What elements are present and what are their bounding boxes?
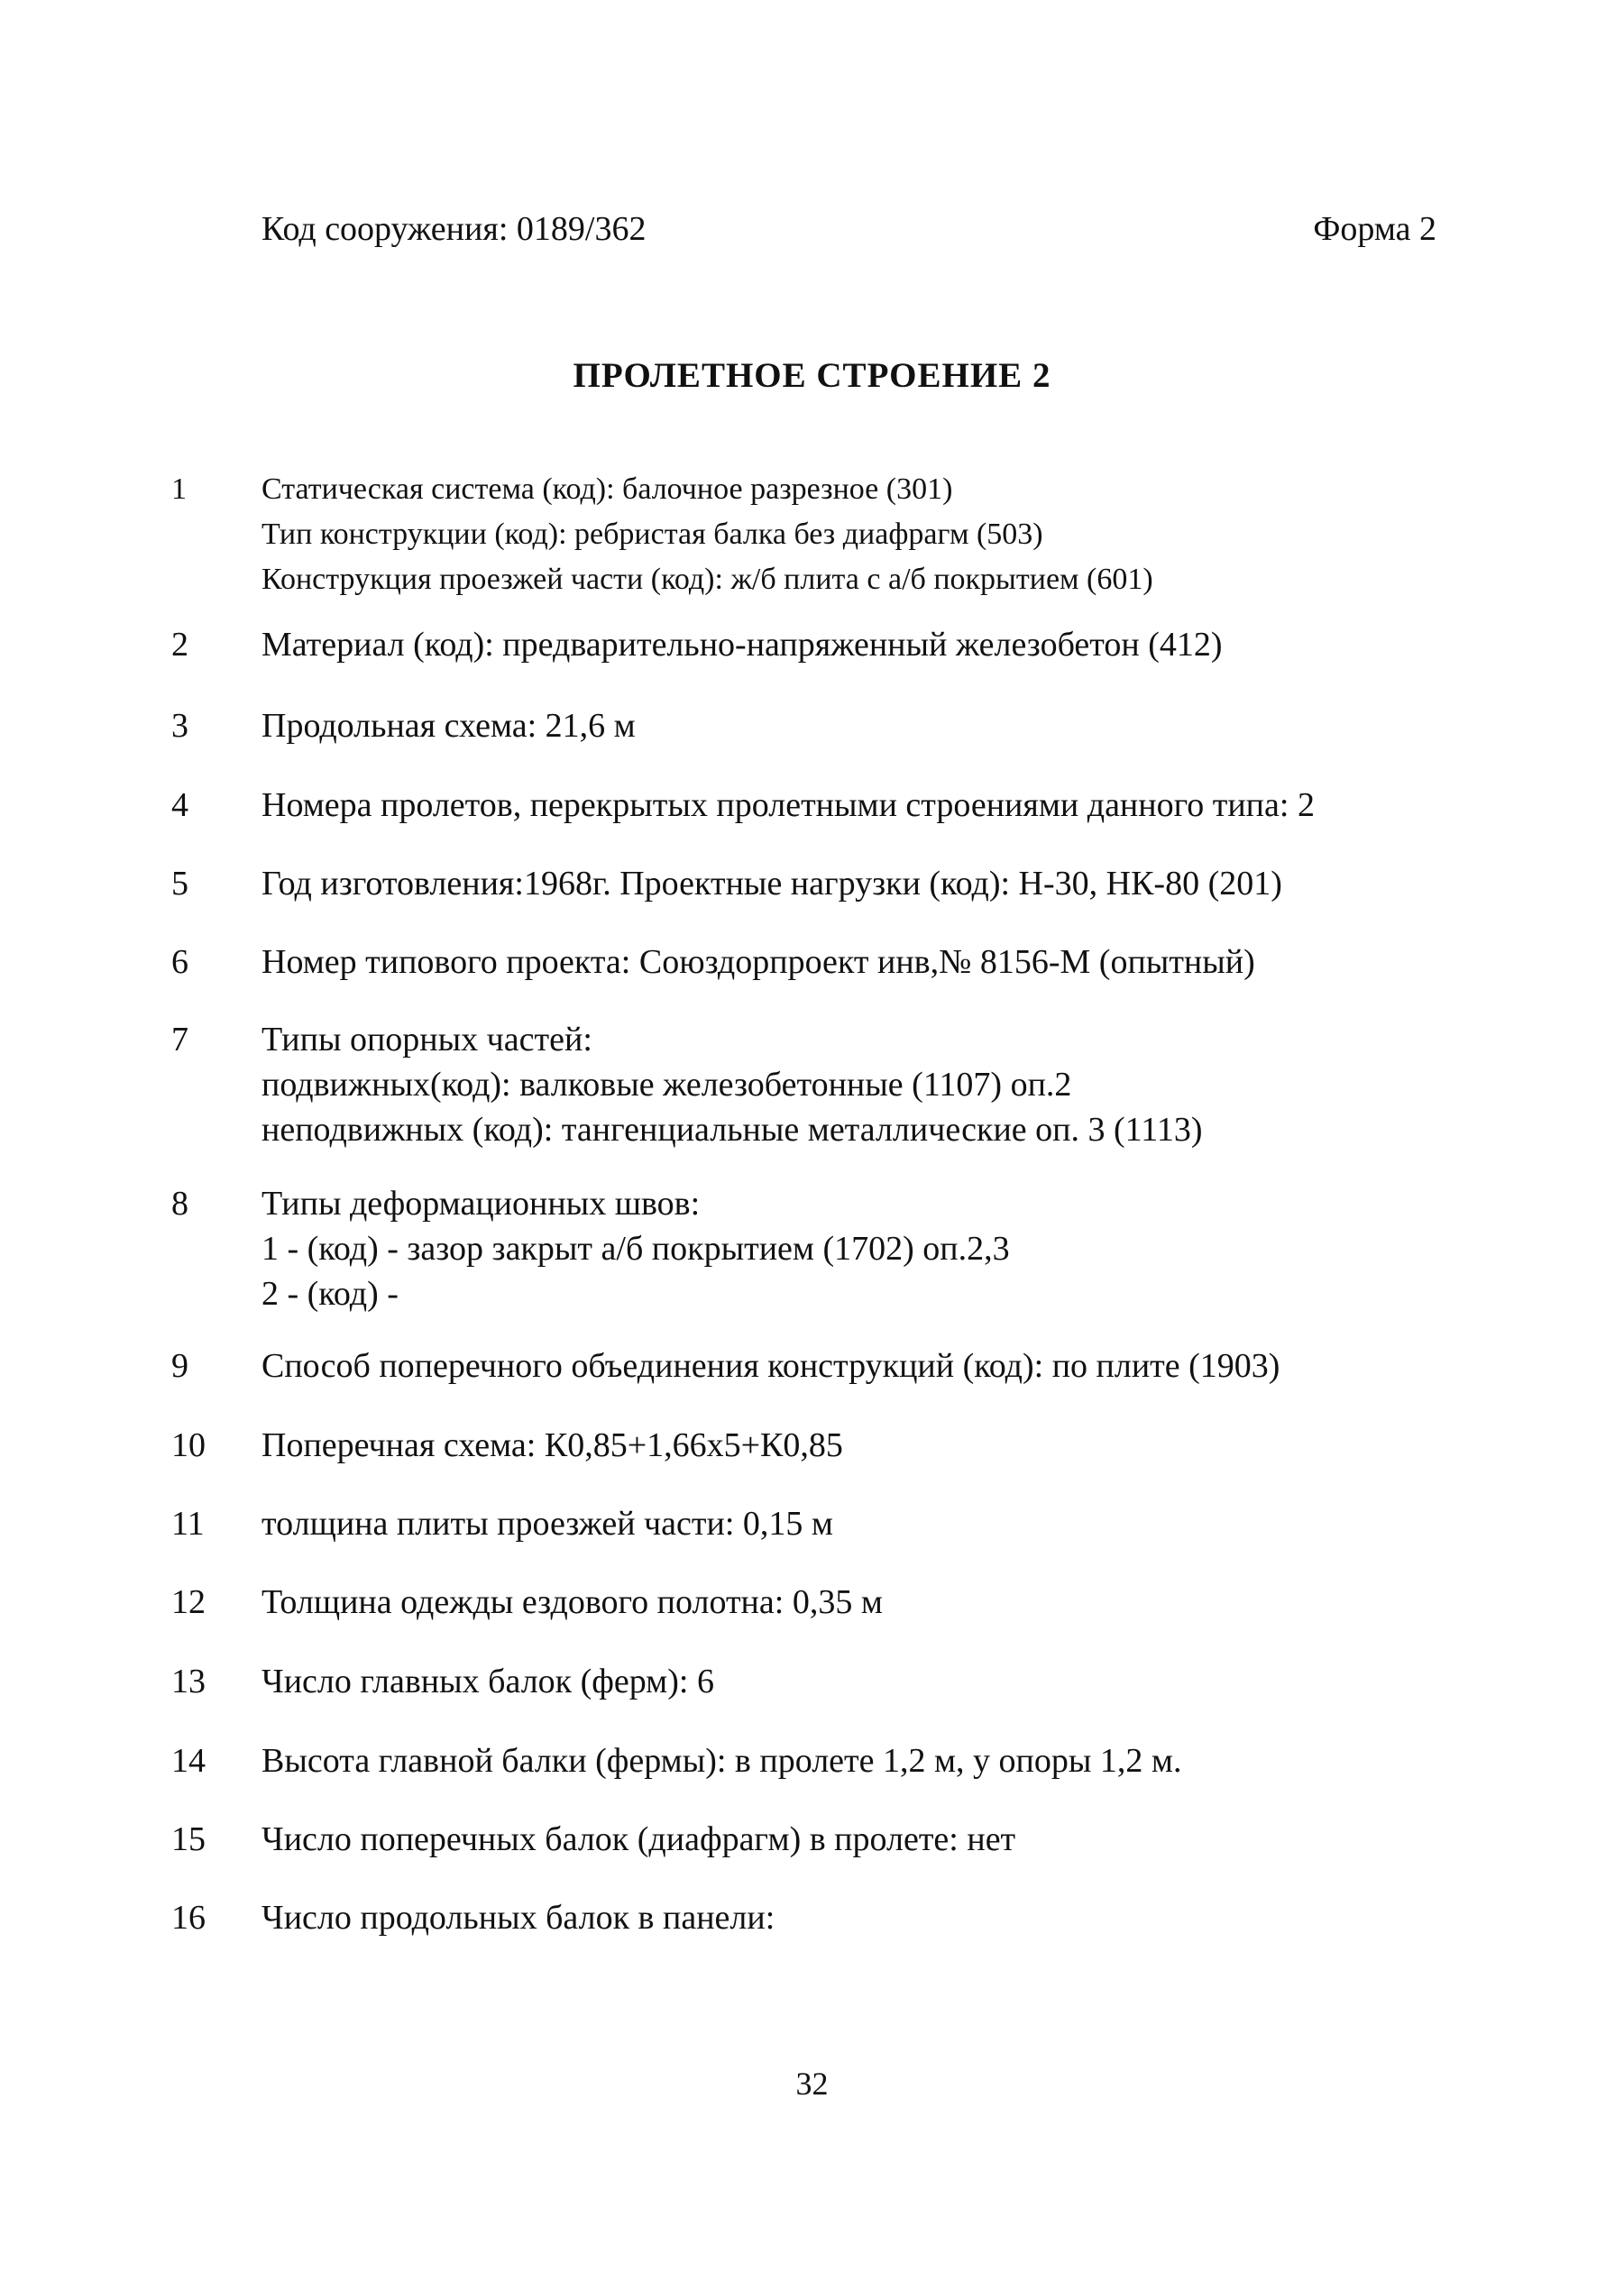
- item-number: 14: [171, 1742, 206, 1780]
- item-text: [261, 1659, 1470, 1704]
- item-text: [261, 1181, 1470, 1316]
- item-number: 7: [171, 1021, 188, 1059]
- form-number: Форма 2: [1313, 210, 1436, 248]
- item-line: Тип конструкции (код): ребристая балка без диафрагм (503): [261, 518, 1043, 551]
- item-line: Типы деформационных швов:: [261, 1185, 701, 1223]
- item-number: 1: [171, 472, 187, 506]
- item-number: 9: [171, 1347, 188, 1385]
- item-line: Материал (код): предварительно-напряженный железобетон (412): [261, 626, 1223, 664]
- item-line: толщина плиты проезжей части: 0,15 м: [261, 1505, 833, 1543]
- item-text: [261, 1817, 1470, 1862]
- item-line: Номера пролетов, перекрытых пролетными строениями данного типа: 2: [261, 786, 1315, 824]
- item-number: 12: [171, 1583, 206, 1621]
- item-line: Высота главной балки (фермы): в пролете 1,2 м, у опоры 1,2 м.: [261, 1742, 1182, 1780]
- item-text: [261, 1017, 1470, 1152]
- item-text: [261, 1423, 1470, 1468]
- item-line: Толщина одежды ездового полотна: 0,35 м: [261, 1583, 883, 1621]
- item-line: неподвижных (код): тангенциальные металлические оп. 3 (1113): [261, 1111, 1203, 1149]
- item-line: Номер типового проекта: Союздорпроект инв,№ 8156-М (опытный): [261, 943, 1255, 981]
- item-number: 8: [171, 1185, 188, 1223]
- page-number: 32: [795, 2066, 829, 2102]
- item-line: Число поперечных балок (диафрагм) в пролете: нет: [261, 1820, 1016, 1858]
- item-number: 4: [171, 786, 188, 824]
- item-text: [261, 1343, 1470, 1388]
- item-number: 11: [171, 1505, 205, 1543]
- item-text: [261, 622, 1470, 667]
- item-text: [261, 703, 1470, 748]
- structure-code: Код сооружения: 0189/362: [261, 210, 647, 248]
- item-text: [261, 1580, 1470, 1625]
- item-line: Число главных балок (ферм): 6: [261, 1663, 714, 1700]
- item-number: 3: [171, 707, 188, 745]
- item-text: [261, 467, 1470, 602]
- item-line: Типы опорных частей:: [261, 1021, 592, 1059]
- item-number: 6: [171, 943, 188, 981]
- item-line: подвижных(код): валковые железобетонные (1107) оп.2: [261, 1066, 1072, 1104]
- item-text: [261, 939, 1470, 985]
- item-line: Способ поперечного объединения конструкций (код): по плите (1903): [261, 1347, 1280, 1385]
- item-line: 2 - (код) -: [261, 1275, 399, 1313]
- item-number: 13: [171, 1663, 206, 1700]
- item-line: Число продольных балок в панели:: [261, 1899, 775, 1937]
- item-number: 5: [171, 865, 188, 903]
- item-text: [261, 783, 1470, 828]
- item-number: 16: [171, 1899, 206, 1937]
- item-line: Год изготовления:1968г. Проектные нагрузки (код): Н-30, НК-80 (201): [261, 865, 1282, 903]
- item-line: Поперечная схема: К0,85+1,66х5+К0,85: [261, 1426, 843, 1464]
- item-text: [261, 1501, 1470, 1546]
- item-number: 2: [171, 626, 188, 664]
- page-title: ПРОЛЕТНОЕ СТРОЕНИЕ 2: [573, 356, 1051, 395]
- item-line: Статическая система (код): балочное разрезное (301): [261, 472, 953, 506]
- item-line: Конструкция проезжей части (код): ж/б плита с а/б покрытием (601): [261, 563, 1153, 596]
- item-line: Продольная схема: 21,6 м: [261, 707, 636, 745]
- item-line: 1 - (код) - зазор закрыт а/б покрытием (1702) оп.2,3: [261, 1230, 1010, 1268]
- item-text: [261, 1895, 1470, 1940]
- item-number: 15: [171, 1820, 206, 1858]
- item-text: [261, 1738, 1470, 1783]
- item-text: [261, 861, 1470, 906]
- item-number: 10: [171, 1426, 206, 1464]
